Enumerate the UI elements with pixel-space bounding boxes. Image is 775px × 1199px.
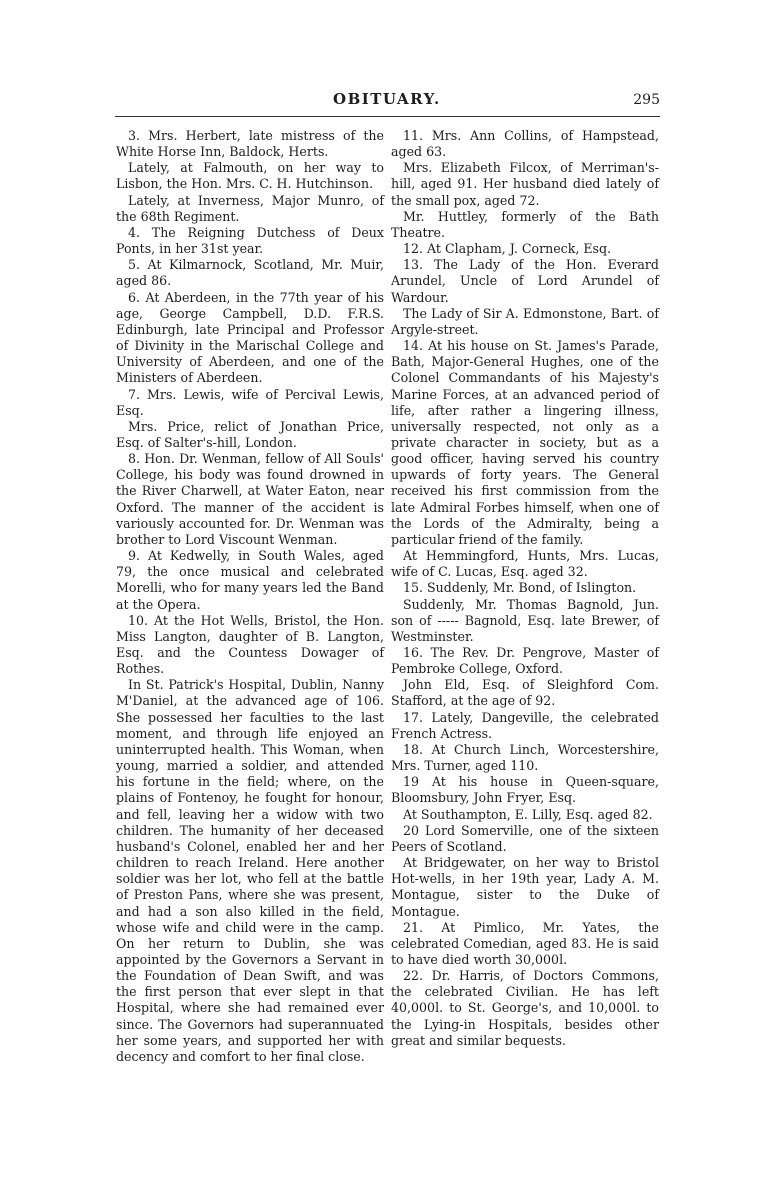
obituary-entry: 17. Lately, Dangeville, the celebrated French Actress.	[391, 709, 659, 741]
running-title: OBITUARY.	[333, 90, 441, 108]
obituary-entry: Mrs. Elizabeth Filcox, of Merriman's-hill, aged 91. Her husband died lately of the small pox, aged 72.	[391, 160, 659, 208]
obituary-entry: 9. At Kedwelly, in South Wales, aged 79, the once musical and celebrated Morelli, who for many years led the Band at the Opera.	[116, 548, 384, 612]
obituary-entry: 16. The Rev. Dr. Pengrove, Master of Pembroke College, Oxford.	[391, 645, 659, 677]
right-column	[391, 128, 659, 1049]
obituary-entry: Mrs. Price, relict of Jonathan Price, Esq. of Salter's-hill, London.	[116, 418, 384, 450]
obituary-entry: At Bridgewater, on her way to Bristol Hot-wells, in her 19th year, Lady A. M. Montague, sister to the Duke of Montague.	[391, 855, 659, 919]
obituary-entry: 21. At Pimlico, Mr. Yates, the celebrated Comedian, aged 83. He is said to have died worth 30,000l.	[391, 919, 659, 967]
obituary-entry: The Lady of Sir A. Edmonstone, Bart. of Argyle-street.	[391, 305, 659, 337]
obituary-entry: 20 Lord Somerville, one of the sixteen Peers of Scotland.	[391, 822, 659, 854]
obituary-entry: At Southampton, E. Lilly, Esq. aged 82.	[403, 806, 653, 822]
obituary-entry: 12. At Clapham, J. Corneck, Esq.	[403, 241, 612, 257]
left-column	[116, 128, 384, 1065]
obituary-entry: 18. At Church Linch, Worcestershire, Mrs. Turner, aged 110.	[391, 741, 659, 774]
obituary-entry: 4. The Reigning Dutchess of Deux Ponts, in her 31st year.	[116, 224, 384, 257]
obituary-entry: Lately, at Falmouth, on her way to Lisbon, the Hon. Mrs. C. H. Hutchinson.	[116, 160, 384, 192]
obituary-entry: 8. Hon. Dr. Wenman, fellow of All Souls' College, his body was found drowned in the River Charwell, at Water Eaton, near Oxford. The manner of the accident is variously accounted for. Dr. Wenman was brother to Lord Viscount Wenman.	[116, 451, 384, 547]
obituary-entry: 19 At his house in Queen-square, Bloomsbury, John Fryer, Esq.	[391, 774, 659, 806]
obituary-entry: 11. Mrs. Ann Collins, of Hampstead, aged 63.	[391, 128, 659, 160]
obituary-entry: John Eld, Esq. of Sleighford Com. Stafford, at the age of 92.	[391, 677, 659, 709]
obituary-entry: 3. Mrs. Herbert, late mistress of the White Horse Inn, Baldock, Herts.	[116, 128, 384, 160]
page-header	[115, 90, 660, 114]
obituary-entry: 10. At the Hot Wells, Bristol, the Hon. Miss Langton, daughter of B. Langton, Esq. and the Countess Dowager of Rothes.	[116, 612, 384, 677]
obituary-entry: Mr. Huttley, formerly of the Bath Theatre.	[391, 208, 659, 240]
obituary-entry: In St. Patrick's Hospital, Dublin, Nanny M'Daniel, at the advanced age of 106. She possessed her faculties to the last moment, and through life enjoyed an uninterrupted health. This Woman, when young, married a soldier, and attended his fortune in the field; where, on the plains of Fontenoy, he fought for honour, and fell, leaving her a widow with two children. The humanity of her deceased husband's Colonel, enabled her and her children to reach Ireland. Here another soldier was her lot, who fell at the battle of Preston Pans, where she was present, and had a son also killed in the field, whose wife and child were in the camp. On her return to Dublin, she was appointed by the Governors a Servant in the Foundation of Dean Swift, and was the first person that ever slept in that Hospital, where she had remained ever since. The Governors had superannuated her some years, and supported her with decency and comfort to her final close.	[116, 677, 384, 1064]
obituary-entry: 13. The Lady of the Hon. Everard Arundel, Uncle of Lord Arundel of Wardour.	[391, 257, 659, 305]
obituary-entry: 6. At Aberdeen, in the 77th year of his age, George Campbell, D.D. F.R.S. Edinburgh, late Principal and Professor of Divinity in the Marischal College and University of Aberdeen, and one of the Ministers of Aberdeen.	[116, 289, 384, 386]
page-number: 295	[633, 92, 660, 108]
obituary-entry: 22. Dr. Harris, of Doctors Commons, the celebrated Civilian. He has left 40,000l. to St. George's, and 10,000l. to the Lying-in Hospitals, besides other great and similar bequests.	[391, 968, 659, 1048]
obituary-entry: Suddenly, Mr. Thomas Bagnold, Jun. son of ----- Bagnold, Esq. late Brewer, of Westminster.	[391, 596, 659, 644]
obituary-entry: At Hemmingford, Hunts, Mrs. Lucas, wife of C. Lucas, Esq. aged 32.	[391, 548, 659, 580]
obituary-entry: 14. At his house on St. James's Parade, Bath, Major-General Hughes, one of the Colonel Commandants of his Majesty's Marine Forces, at an advanced period of life, after rather a lingering illness, universally respected, not only as a private character in society, but as a good officer, having served his country upwards of forty years. The General received his first commission from the late Admiral Forbes himself, when one of the Lords of the Admiralty, being a particular friend of the family.	[391, 338, 659, 547]
obituary-entry: 7. Mrs. Lewis, wife of Percival Lewis, Esq.	[116, 386, 384, 418]
header-rule	[115, 116, 660, 117]
obituary-entry: 15. Suddenly, Mr. Bond, of Islington.	[403, 580, 637, 596]
obituary-entry: Lately, at Inverness, Major Munro, of the 68th Regiment.	[116, 192, 384, 224]
obituary-entry: 5. At Kilmarnock, Scotland, Mr. Muir, aged 86.	[116, 257, 384, 289]
